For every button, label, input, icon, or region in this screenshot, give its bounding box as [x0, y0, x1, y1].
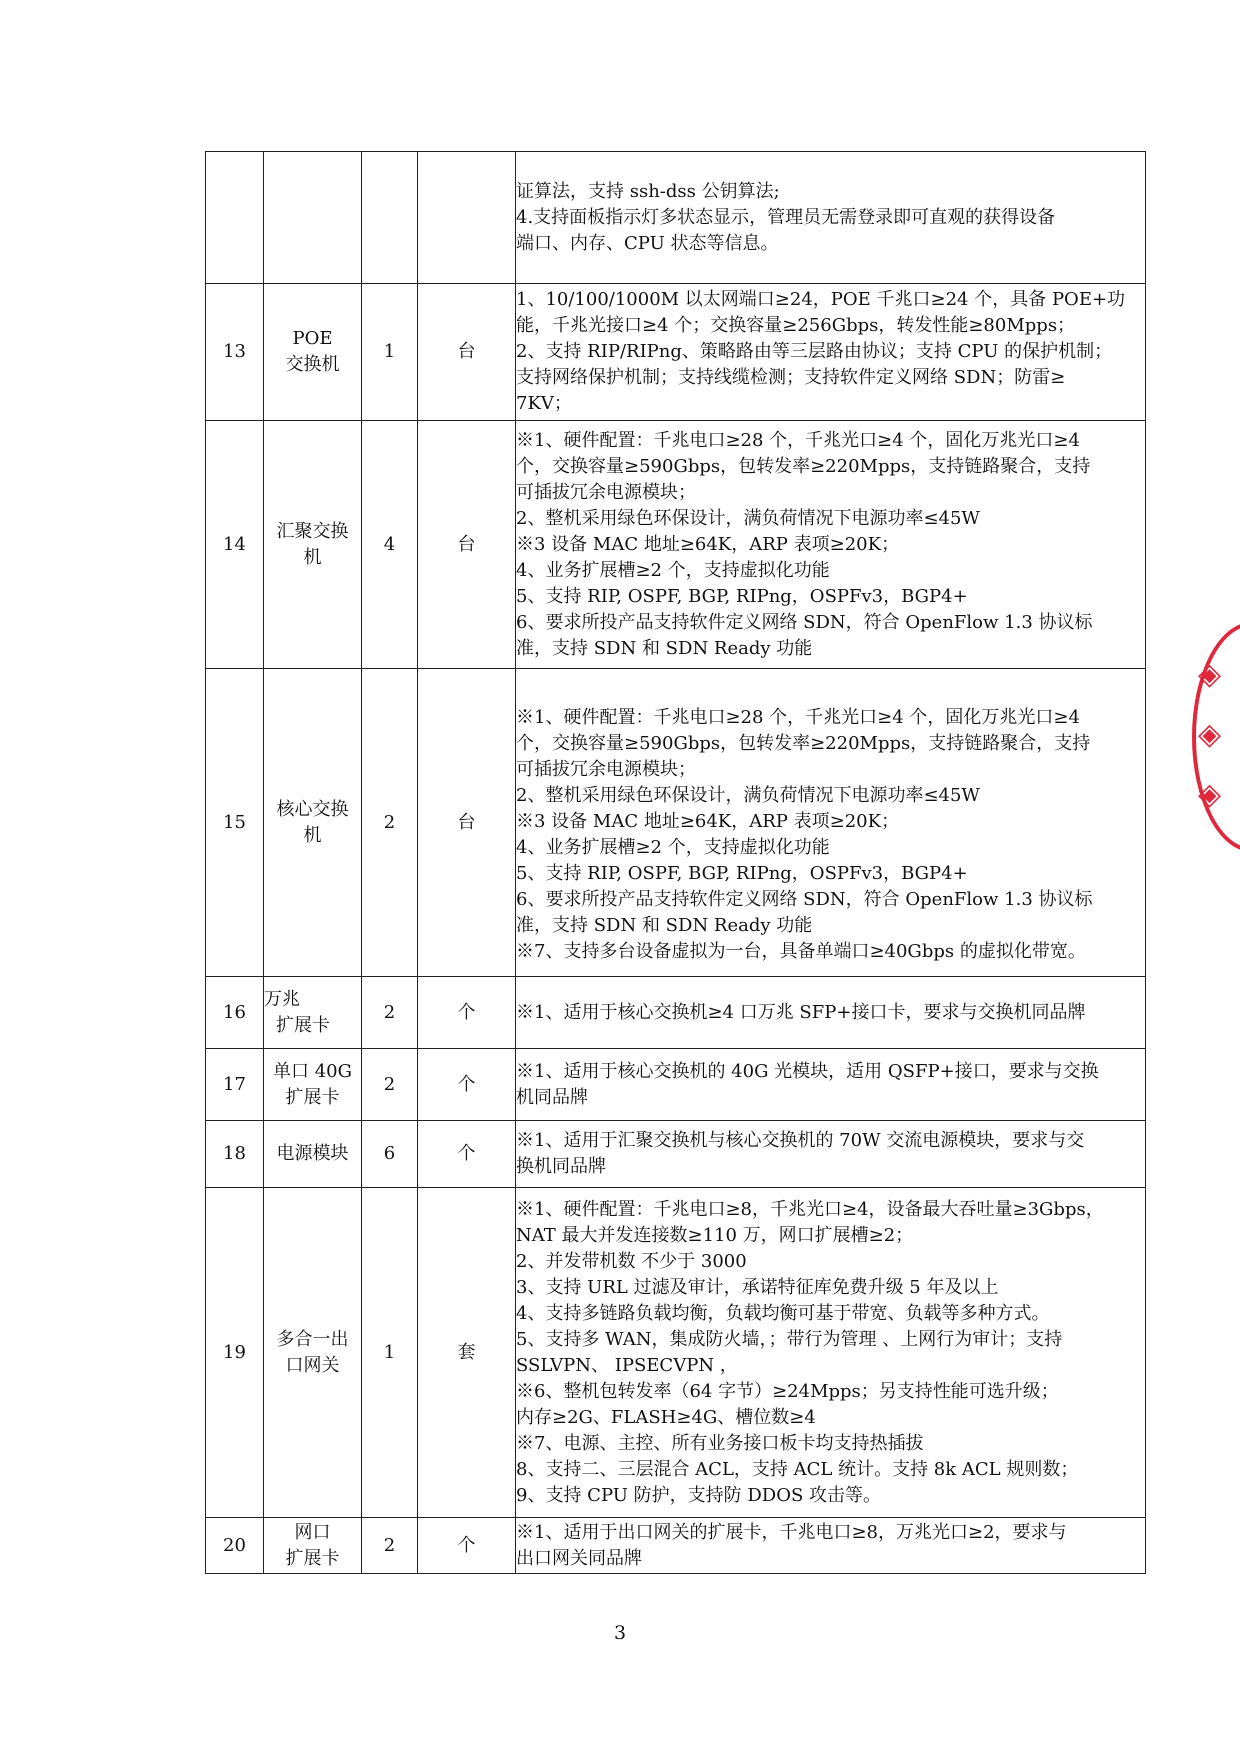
unit: 个 [418, 1121, 516, 1188]
spec-line: 3、支持 URL 过滤及审计，承诺特征库免费升级 5 年及以上 [516, 1276, 999, 1298]
quantity: 4 [362, 421, 418, 669]
table-row [206, 1518, 1146, 1574]
spec-line: ※1、适用于核心交换机≥4 口万兆 SFP+接口卡，要求与交换机同品牌 [516, 1001, 1086, 1023]
spec-line: 准，支持 SDN 和 SDN Ready 功能 [516, 637, 813, 659]
row-number: 18 [206, 1121, 264, 1188]
spec-line: ※1、适用于核心交换机的 40G 光模块，适用 QSFP+接口，要求与交换 [516, 1060, 1099, 1082]
quantity: 2 [362, 1518, 418, 1574]
item-name-line: 扩展卡 [285, 1086, 340, 1108]
spec-text [516, 977, 1146, 1049]
seal-mark: ◈ [1198, 717, 1222, 752]
item-name [264, 669, 362, 977]
row-number: 15 [206, 669, 264, 977]
item-name [264, 1188, 362, 1518]
spec-line: ※1、硬件配置：千兆电口≥28 个，千兆光口≥4 个，固化万兆光口≥4 [516, 429, 1080, 451]
spec-line: 4、业务扩展槽≥2 个，支持虚拟化功能 [516, 836, 830, 858]
table-row [206, 1188, 1146, 1518]
spec-text [516, 1121, 1146, 1188]
quantity: 2 [362, 669, 418, 977]
page-number: 3 [613, 1622, 627, 1644]
item-name-line: 扩展卡 [276, 1014, 330, 1036]
item-name [264, 977, 362, 1049]
unit: 台 [418, 669, 516, 977]
spec-line: 个，交换容量≥590Gbps，包转发率≥220Mpps，支持链路聚合，支持 [516, 455, 1091, 477]
spec-line: 6、要求所投产品支持软件定义网络 SDN，符合 OpenFlow 1.3 协议标 [516, 611, 1093, 633]
item-name-line: 口网关 [285, 1354, 340, 1376]
item-name-line: 电源模块 [276, 1143, 349, 1164]
item-name [264, 152, 362, 284]
spec-line: SSLVPN、 IPSECVPN ， [516, 1354, 738, 1376]
table-row [206, 421, 1146, 669]
spec-line: 证算法，支持 ssh-dss 公钥算法; [516, 180, 780, 202]
spec-line: 5、支持多 WAN，集成防火墙，；带行为管理 、上网行为审计；支持 [516, 1328, 1063, 1350]
spec-line: 2、整机采用绿色环保设计，满负荷情况下电源功率≤45W [516, 784, 980, 806]
item-name-line: 汇聚交换 [276, 520, 349, 542]
spec-text [516, 152, 1146, 284]
spec-line: 2、支持 RIP/RIPng、策略路由等三层路由协议；支持 CPU 的保护机制； [516, 341, 1113, 362]
spec-text [516, 421, 1146, 669]
spec-line: 7KV； [516, 393, 572, 414]
item-name-line: 网口 [294, 1521, 331, 1543]
row-number: 16 [206, 977, 264, 1049]
spec-line: 5、支持 RIP, OSPF, BGP, RIPng，OSPFv3，BGP4+ [516, 585, 968, 607]
unit: 台 [418, 284, 516, 421]
spec-line: 支持网络保护机制；支持线缆检测；支持软件定义网络 SDN；防雷≥ [516, 367, 1066, 388]
spec-line: ※1、硬件配置：千兆电口≥28 个，千兆光口≥4 个，固化万兆光口≥4 [516, 706, 1080, 728]
item-name-line: POE [292, 328, 333, 349]
spec-line: ※1、硬件配置：千兆电口≥8，千兆光口≥4，设备最大吞吐量≥3Gbps， [516, 1198, 1104, 1220]
table-row [206, 152, 1146, 284]
spec-text [516, 1049, 1146, 1121]
spec-text [516, 284, 1146, 421]
table-row [206, 977, 1146, 1049]
table-row [206, 284, 1146, 421]
item-name-line: 机 [303, 824, 322, 846]
row-number [206, 152, 264, 284]
row-number: 20 [206, 1518, 264, 1574]
row-number: 19 [206, 1188, 264, 1518]
item-name-line: 扩展卡 [285, 1547, 340, 1569]
spec-line: 端口、内存、CPU 状态等信息。 [516, 232, 779, 254]
spec-line: 能，千兆光接口≥4 个；交换容量≥256Gbps，转发性能≥80Mpps； [516, 315, 1076, 336]
spec-line: 4.支持面板指示灯多状态显示，管理员无需登录即可直观的获得设备 [516, 206, 1056, 228]
item-name-line: 万兆 [264, 988, 300, 1010]
quantity: 6 [362, 1121, 418, 1188]
unit: 套 [418, 1188, 516, 1518]
spec-line: ※6、整机包转发率（64 字节）≥24Mpps；另支持性能可选升级； [516, 1380, 1059, 1402]
item-name [264, 1121, 362, 1188]
spec-line: 1、10/100/1000M 以太网端口≥24，POE 千兆口≥24 个，具备 POE+功 [516, 289, 1126, 310]
item-name-line: 核心交换 [276, 798, 349, 820]
spec-line: 个，交换容量≥590Gbps，包转发率≥220Mpps，支持链路聚合，支持 [516, 732, 1091, 754]
table-row [206, 1049, 1146, 1121]
spec-line: 4、业务扩展槽≥2 个，支持虚拟化功能 [516, 559, 830, 581]
seal-mark: ◈ [1198, 777, 1222, 812]
unit: 个 [418, 977, 516, 1049]
item-name [264, 421, 362, 669]
spec-line: 可插拔冗余电源模块； [516, 758, 696, 780]
unit [418, 152, 516, 284]
item-name-line: 交换机 [285, 354, 340, 375]
quantity: 1 [362, 284, 418, 421]
spec-line: ※3 设备 MAC 地址≥64K，ARP 表项≥20K； [516, 810, 900, 832]
item-name [264, 1049, 362, 1121]
spec-line: ※1、适用于汇聚交换机与核心交换机的 70W 交流电源模块，要求与交 [516, 1130, 1085, 1151]
quantity: 2 [362, 1049, 418, 1121]
equipment-spec-table [205, 151, 1146, 1574]
table-row [206, 669, 1146, 977]
quantity: 1 [362, 1188, 418, 1518]
spec-line: 2、整机采用绿色环保设计，满负荷情况下电源功率≤45W [516, 507, 980, 529]
spec-line: 4、支持多链路负载均衡，负载均衡可基于带宽、负载等多种方式。 [516, 1302, 1050, 1324]
spec-line: 内存≥2G、FLASH≥4G、槽位数≥4 [516, 1406, 816, 1428]
spec-line: 可插拔冗余电源模块； [516, 481, 696, 503]
spec-text [516, 669, 1146, 977]
item-name-line: 多合一出 [276, 1328, 349, 1350]
item-name-line: 单口 40G [272, 1060, 352, 1082]
item-name [264, 1518, 362, 1574]
quantity [362, 152, 418, 284]
row-number: 17 [206, 1049, 264, 1121]
spec-line: NAT 最大并发连接数≥110 万，网口扩展槽≥2； [516, 1224, 914, 1246]
unit: 个 [418, 1049, 516, 1121]
item-name [264, 284, 362, 421]
spec-line: ※7、电源、主控、所有业务接口板卡均支持热插拔 [516, 1432, 924, 1454]
spec-line: 9、支持 CPU 防护，支持防 DDOS 攻击等。 [516, 1484, 882, 1506]
row-number: 14 [206, 421, 264, 669]
spec-line: 准，支持 SDN 和 SDN Ready 功能 [516, 914, 813, 936]
unit: 个 [418, 1518, 516, 1574]
spec-line: 2、并发带机数 不少于 3000 [516, 1250, 747, 1272]
spec-text [516, 1518, 1146, 1574]
spec-line: ※7、支持多台设备虚拟为一台，具备单端口≥40Gbps 的虚拟化带宽。 [516, 940, 1086, 962]
quantity: 2 [362, 977, 418, 1049]
spec-line: 6、要求所投产品支持软件定义网络 SDN，符合 OpenFlow 1.3 协议标 [516, 888, 1093, 910]
unit: 台 [418, 421, 516, 669]
spec-line: 出口网关同品牌 [516, 1547, 642, 1569]
row-number: 13 [206, 284, 264, 421]
spec-line: 换机同品牌 [516, 1156, 606, 1177]
spec-line: ※1、适用于出口网关的扩展卡，千兆电口≥8，万兆光口≥2，要求与 [516, 1521, 1067, 1543]
spec-line: ※3 设备 MAC 地址≥64K，ARP 表项≥20K； [516, 533, 900, 555]
spec-line: 8、支持二、三层混合 ACL，支持 ACL 统计。支持 8k ACL 规则数； [516, 1458, 1079, 1480]
table-row [206, 1121, 1146, 1188]
spec-line: 5、支持 RIP, OSPF, BGP, RIPng，OSPFv3，BGP4+ [516, 862, 968, 884]
spec-line: 机同品牌 [516, 1086, 588, 1108]
seal-mark: ◈ [1198, 657, 1222, 692]
spec-text [516, 1188, 1146, 1518]
item-name-line: 机 [303, 546, 322, 568]
